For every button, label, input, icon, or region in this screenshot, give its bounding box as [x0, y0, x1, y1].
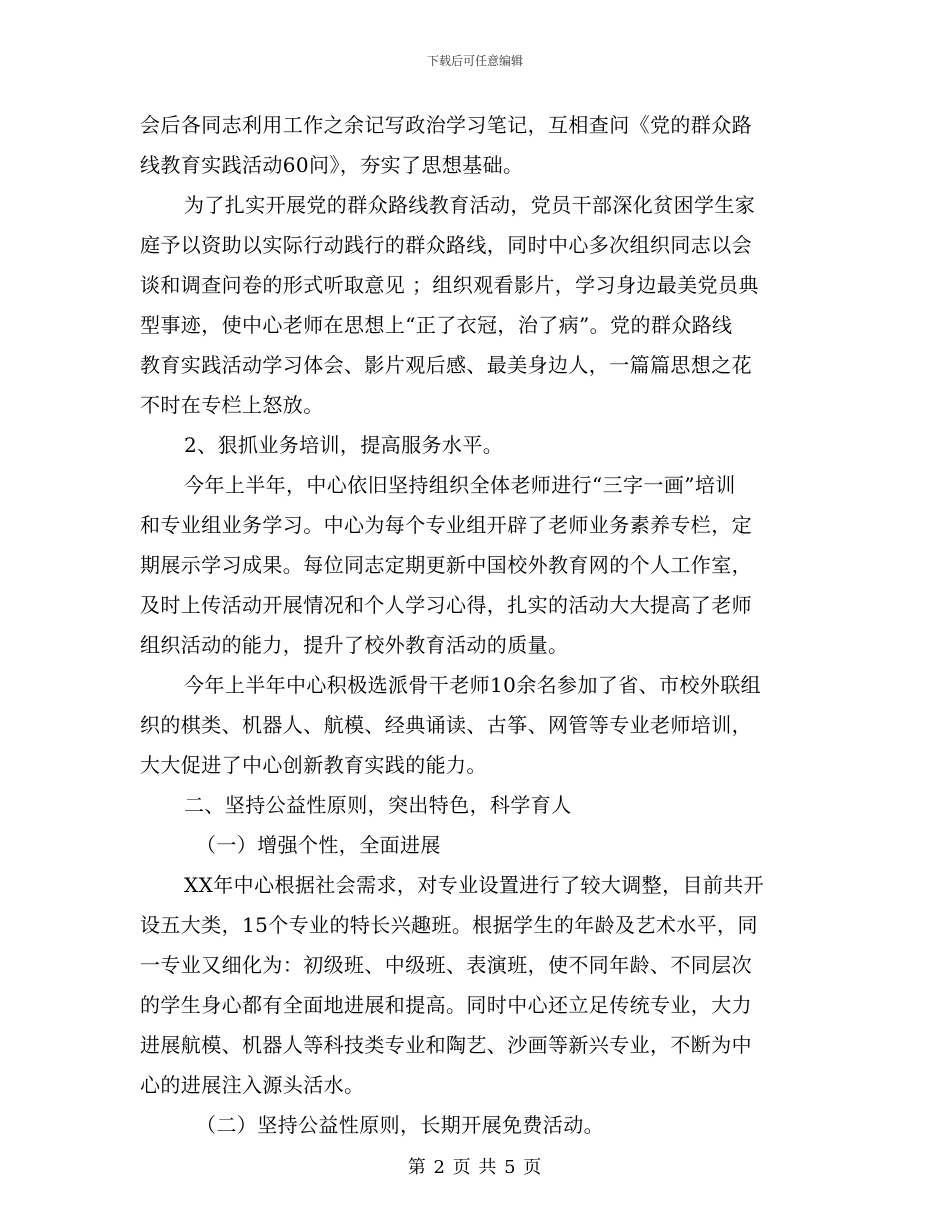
- text-line: 及时上传活动开展情况和个人学习心得，扎实的活动大大提高了老师: [140, 593, 752, 617]
- section-heading: 2、狠抓业务培训，提高服务水平。: [184, 433, 504, 457]
- paragraph: [140, 465, 812, 665]
- text-line: 进展航模、机器人等科技类专业和陶艺、沙画等新兴专业，不断为中: [140, 1033, 752, 1057]
- paragraph: [140, 665, 812, 785]
- text-line: 线教育实践活动60问》，夯实了思想基础。: [140, 153, 524, 177]
- text-line: 期展示学习成果。每位同志定期更新中国校外教育网的个人工作室，: [140, 553, 752, 577]
- page-footer: 第 2 页 共 5 页: [407, 1157, 543, 1178]
- paragraph: [140, 825, 812, 865]
- text-line: 一专业又细化为：初级班、中级班、表演班，使不同年龄、不同层次: [140, 953, 752, 977]
- text-line: 为了扎实开展党的群众路线教育活动，党员干部深化贫困学生家: [184, 193, 756, 217]
- text-line: 不时在专栏上怒放。: [140, 393, 324, 417]
- text-line: 型事迹，使中心老师在思想上“正了衣冠，治了病”。党的群众路线: [140, 313, 733, 337]
- text-line: 教育实践活动学习体会、影片观后感、最美身边人，一篇篇思想之花: [140, 353, 752, 377]
- text-line: 今年上半年中心积极选派骨干老师10余名参加了省、市校外联组: [184, 673, 762, 697]
- paragraph: [140, 1105, 812, 1145]
- text-line: 设五大类，15个专业的特长兴趣班。根据学生的年龄及艺术水平，同: [140, 913, 758, 937]
- text-line: 组织活动的能力，提升了校外教育活动的质量。: [140, 633, 569, 657]
- document-body: [140, 105, 812, 1145]
- paragraph: [140, 105, 812, 185]
- text-line: 织的棋类、机器人、航模、经典诵读、古筝、网管等专业老师培训，: [140, 713, 752, 737]
- text-line: 和专业组业务学习。中心为每个专业组开辟了老师业务素养专栏，定: [140, 513, 752, 537]
- paragraph: [140, 865, 812, 1105]
- text-line: 大大促进了中心创新教育实践的能力。: [140, 753, 487, 777]
- paragraph: [140, 785, 812, 825]
- text-line: 谈和调查问卷的形式听取意见 ；组织观看影片，学习身边最美党员典: [140, 273, 759, 297]
- paragraph: [140, 425, 812, 465]
- section-heading: 二、坚持公益性原则，突出特色，科学育人: [184, 793, 572, 817]
- text-line: 心的进展注入源头活水。: [140, 1073, 365, 1097]
- text-line: 会后各同志利用工作之余记写政治学习笔记，互相查问《党的群众路: [140, 113, 752, 137]
- subsection-heading: （一）增强个性，全面进展: [196, 833, 441, 857]
- text-line: XX年中心根据社会需求，对专业设置进行了较大调整，目前共开: [184, 873, 765, 897]
- paragraph: [140, 185, 812, 425]
- text-line: 的学生身心都有全面地进展和提高。同时中心还立足传统专业，大力: [140, 993, 752, 1017]
- page-header: 下载后可任意编辑: [426, 54, 523, 68]
- text-line: 庭予以资助以实际行动践行的群众路线，同时中心多次组织同志以会: [140, 233, 752, 257]
- text-line: 今年上半年，中心依旧坚持组织全体老师进行“三字一画”培训: [184, 473, 736, 497]
- subsection-heading: （二）坚持公益性原则，长期开展免费活动。: [196, 1113, 604, 1137]
